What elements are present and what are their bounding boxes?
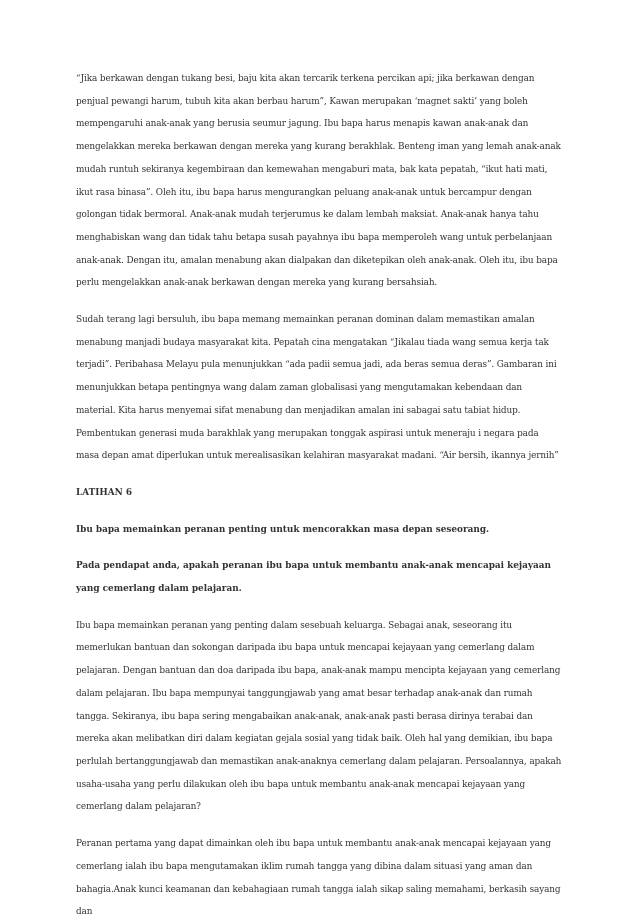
essay-statement: Ibu bapa memainkan peranan penting untuk mencorakkan masa depan seseorang.	[76, 524, 490, 535]
section-heading: LATIHAN 6	[76, 487, 133, 498]
document-page	[76, 68, 562, 924]
paragraph-4: Peranan pertama yang dapat dimainkan oleh ibu bapa untuk membantu anak-anak mencapai kejayaan yang cemerlang ialah ibu bapa mengutamakan iklim rumah tangga yang dibina dalam situasi yang aman dan bahagia.Anak kunci keamanan dan kebahagiaan rumah tangga ialah sikap saling memahami, berkasih sayang dan	[76, 839, 561, 918]
paragraph-gap	[76, 819, 562, 833]
essay-question: Pada pendapat anda, apakah peranan ibu bapa untuk membantu anak-anak mencapai kejayaan yang cemerlang dalam pelajaran.	[76, 561, 551, 595]
paragraph-gap	[76, 468, 562, 482]
paragraph-2: Sudah terang lagi bersuluh, ibu bapa memang memainkan peranan dominan dalam memastikan amalan menabung manjadi budaya masyarakat kita. Pepatah cina mengatakan “Jikalau tiada wang semua kerja tak terjadi”. Peribahasa Melayu pula menunjukkan “ada padii semua jadi, ada beras semua deras”. Gambaran ini menunjukkan betapa pentingnya wang dalam zaman globalisasi yang mengutamakan kebendaan dan material. Kita harus menyemai sifat menabung dan menjadikan amalan ini sabagai satu tabiat hidup. Pembentukan generasi muda barakhlak yang merupakan tonggak aspirasi untuk meneraju i negara pada masa depan amat diperlukan untuk merealisasikan kelahiran masyarakat madani. “Air bersih, ikannya jernih”	[76, 315, 559, 462]
paragraph-1: “Jika berkawan dengan tukang besi, baju kita akan tercarik terkena percikan api; jika berkawan dengan penjual pewangi harum, tubuh kita akan berbau harum”, Kawan merupakan ‘magnet sakti’ yang boleh mempengaruhi anak-anak yang berusia seumur jagung. Ibu bapa harus menapis kawan anak-anak dan mengelakkan mereka berkawan dengan mereka yang kurang berakhlak. Benteng iman yang lemah anak-anak mudah runtuh sekiranya kegembiraan dan kemewahan mengaburi mata, bak kata pepatah, “ikut hati mati, ikut rasa binasa”. Oleh itu, ibu bapa harus mengurangkan peluang anak-anak untuk bercampur dengan golongan tidak bermoral. Anak-anak mudah terjerumus ke dalam lembah maksiat. Anak-anak hanya tahu menghabiskan wang dan tidak tahu betapa susah payahnya ibu bapa memperoleh wang untuk perbelanjaan anak-anak. Dengan itu, amalan menabung akan dialpakan dan diketepikan oleh anak-anak. Oleh itu, ibu bapa perlu mengelakkan anak-anak berkawan dengan mereka yang kurang bersahsiah.	[76, 74, 561, 289]
paragraph-gap	[76, 295, 562, 309]
paragraph-gap	[76, 541, 562, 555]
paragraph-gap	[76, 505, 562, 519]
paragraph-gap	[76, 601, 562, 615]
paragraph-3: Ibu bapa memainkan peranan yang penting dalam sesebuah keluarga. Sebagai anak, seseorang itu memerlukan bantuan dan sokongan daripada ibu bapa untuk mencapai kejayaan yang cemerlang dalam pelajaran. Dengan bantuan dan doa daripada ibu bapa, anak-anak mampu mencipta kejayaan yang cemerlang dalam pelajaran. Ibu bapa mempunyai tanggungjawab yang amat besar terhadap anak-anak dan rumah tangga. Sekiranya, ibu bapa sering mengabaikan anak-anak, anak-anak pasti berasa dirinya terabai dan mereka akan melibatkan diri dalam kegiatan gejala sosial yang tidak baik. Oleh hal yang demikian, ibu bapa perlulah bertanggungjawab dan memastikan anak-anaknya cemerlang dalam pelajaran. Persoalannya, apakah usaha-usaha yang perlu dilakukan oleh ibu bapa untuk membantu anak-anak mencapai kejayaan yang cemerlang dalam pelajaran?	[76, 620, 562, 813]
